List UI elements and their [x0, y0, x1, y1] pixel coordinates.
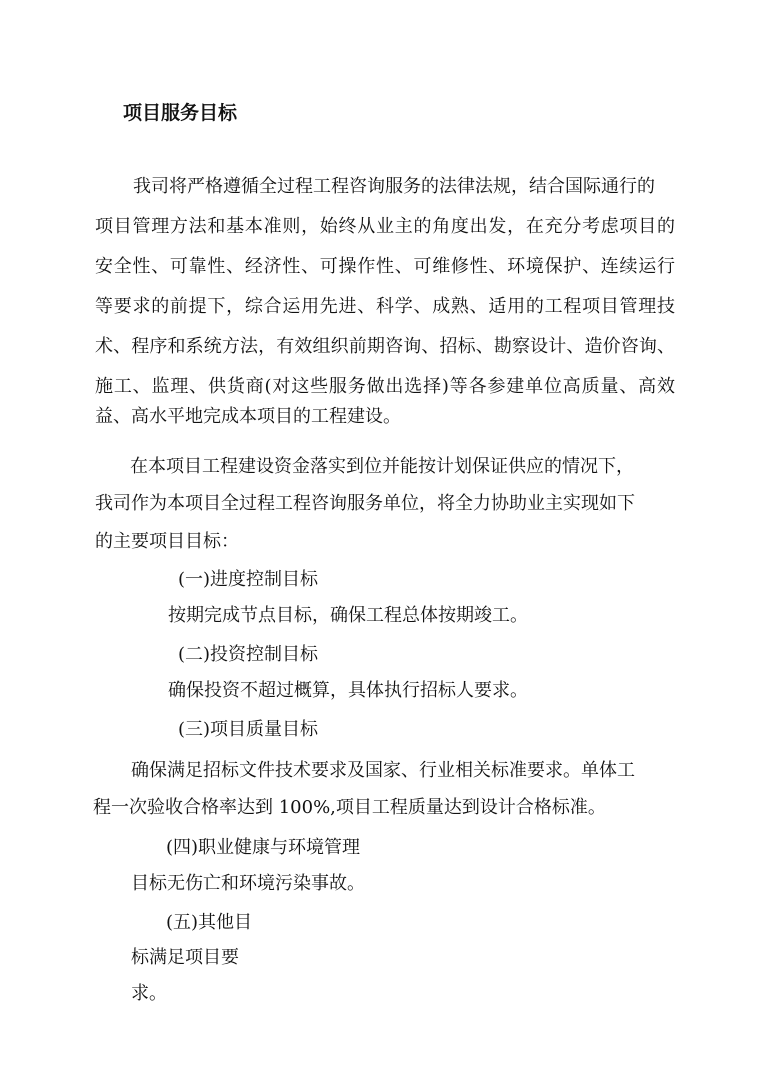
- premise-line-2: 我司作为本项目全过程工程咨询服务单位，将全力协助业主实现如下: [95, 493, 635, 514]
- goal-4-heading: (四)职业健康与环境管理: [166, 837, 361, 858]
- intro-line-4: 等要求的前提下，综合运用先进、科学、成熟、适用的工程项目管理技: [95, 296, 675, 317]
- premise-line-3: 的主要项目目标：: [95, 531, 239, 552]
- goal-5-line-1: 标满足项目要: [131, 947, 239, 968]
- intro-line-3: 安全性、可靠性、经济性、可操作性、可维修性、环境保护、连续运行: [95, 256, 675, 277]
- intro-line-5: 术、程序和系统方法，有效组织前期咨询、招标、勘察设计、造价咨询、: [95, 336, 675, 357]
- goal-3-line-2: 程一次验收合格率达到 100%,项目工程质量达到设计合格标准。: [93, 797, 606, 818]
- goal-2-heading: (二)投资控制目标: [178, 644, 319, 665]
- goal-3-line-1: 确保满足招标文件技术要求及国家、行业相关标准要求。单体工: [131, 760, 635, 781]
- goal-3-heading: (三)项目质量目标: [178, 719, 319, 740]
- intro-line-7: 益、高水平地完成本项目的工程建设。: [95, 406, 401, 427]
- intro-line-6: 施工、监理、供货商(对这些服务做出选择)等各参建单位高质量、高效: [95, 376, 675, 397]
- intro-line-1: 我司将严格遵循全过程工程咨询服务的法律法规，结合国际通行的: [133, 176, 655, 197]
- goal-2-line-1: 确保投资不超过概算，具体执行招标人要求。: [168, 680, 528, 701]
- goal-1-heading: (一)进度控制目标: [178, 569, 319, 590]
- goal-1-line-1: 按期完成节点目标，确保工程总体按期竣工。: [168, 605, 528, 626]
- goal-4-line-1: 目标无伤亡和环境污染事故。: [131, 873, 365, 894]
- intro-line-2: 项目管理方法和基本准则，始终从业主的角度出发，在充分考虑项目的: [95, 216, 675, 237]
- document-title: 项目服务目标: [123, 102, 238, 124]
- goal-5-line-2: 求。: [131, 983, 167, 1004]
- premise-line-1: 在本项目工程建设资金落实到位并能按计划保证供应的情况下，: [130, 456, 634, 477]
- goal-5-heading: (五)其他目: [166, 912, 253, 933]
